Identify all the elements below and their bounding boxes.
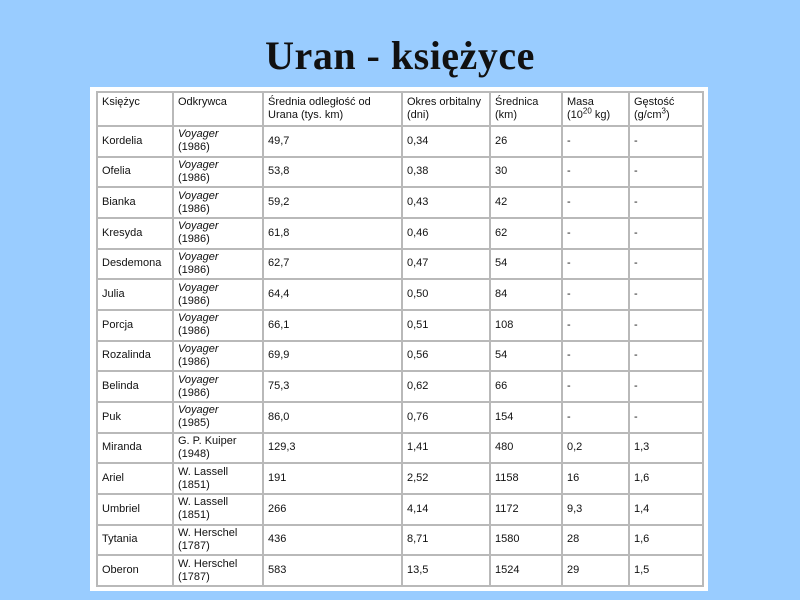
cell-distance: 49,7 (263, 126, 402, 157)
discoverer-name: Voyager (178, 189, 219, 202)
cell-period: 0,46 (402, 218, 490, 249)
cell-moon: Kordelia (97, 126, 173, 157)
cell-diameter: 26 (490, 126, 562, 157)
table-row (97, 494, 703, 525)
cell-mass: 28 (562, 525, 629, 556)
discovery-year: (1985) (178, 417, 210, 430)
cell-discoverer (173, 525, 263, 556)
discovery-year: (1787) (178, 570, 210, 583)
cell-discoverer (173, 157, 263, 188)
discoverer-name: Voyager (178, 312, 219, 325)
cell-moon: Belinda (97, 371, 173, 402)
cell-density: - (629, 341, 703, 372)
table-row (97, 525, 703, 556)
cell-mass: 0,2 (562, 433, 629, 464)
cell-diameter: 1524 (490, 555, 562, 586)
discovery-year: (1986) (178, 263, 210, 276)
cell-discoverer (173, 187, 263, 218)
header-density (629, 92, 703, 126)
cell-diameter: 108 (490, 310, 562, 341)
cell-diameter: 54 (490, 341, 562, 372)
cell-moon: Kresyda (97, 218, 173, 249)
moons-table (96, 91, 704, 587)
cell-mass: - (562, 371, 629, 402)
cell-distance: 62,7 (263, 249, 402, 280)
cell-discoverer (173, 218, 263, 249)
cell-moon: Umbriel (97, 494, 173, 525)
cell-density: - (629, 126, 703, 157)
header-moon: Księżyc (97, 92, 173, 126)
cell-density: 1,3 (629, 433, 703, 464)
header-mass-unit-post: kg) (591, 109, 611, 121)
cell-discoverer (173, 310, 263, 341)
discoverer-name: G. P. Kuiper (178, 434, 237, 447)
cell-moon: Desdemona (97, 249, 173, 280)
cell-period: 2,52 (402, 463, 490, 494)
cell-discoverer (173, 126, 263, 157)
cell-discoverer (173, 555, 263, 586)
cell-period: 0,43 (402, 187, 490, 218)
cell-diameter: 154 (490, 402, 562, 433)
header-density-unit-post: ) (665, 109, 670, 121)
cell-mass: - (562, 218, 629, 249)
header-density-exp: 3 (661, 106, 666, 116)
cell-distance: 583 (263, 555, 402, 586)
table-row (97, 218, 703, 249)
cell-distance: 75,3 (263, 371, 402, 402)
cell-mass: - (562, 341, 629, 372)
cell-mass: 16 (562, 463, 629, 494)
cell-discoverer (173, 463, 263, 494)
cell-discoverer (173, 371, 263, 402)
table-row (97, 187, 703, 218)
discoverer-name: Voyager (178, 342, 219, 355)
cell-discoverer (173, 279, 263, 310)
discoverer-name: W. Herschel (178, 557, 238, 570)
table-row (97, 371, 703, 402)
discoverer-name: W. Lassell (178, 496, 229, 509)
discoverer-name: Voyager (178, 128, 219, 141)
cell-density: - (629, 371, 703, 402)
cell-density: - (629, 218, 703, 249)
table-row (97, 279, 703, 310)
cell-diameter: 54 (490, 249, 562, 280)
discovery-year: (1986) (178, 325, 210, 338)
cell-period: 0,76 (402, 402, 490, 433)
discovery-year: (1986) (178, 141, 210, 154)
cell-density: - (629, 402, 703, 433)
discovery-year: (1787) (178, 539, 210, 552)
table-row (97, 402, 703, 433)
discovery-year: (1986) (178, 386, 210, 399)
cell-distance: 191 (263, 463, 402, 494)
header-mass-label: Masa (567, 96, 594, 108)
cell-period: 1,41 (402, 433, 490, 464)
cell-moon: Ofelia (97, 157, 173, 188)
cell-diameter: 66 (490, 371, 562, 402)
cell-period: 4,14 (402, 494, 490, 525)
cell-distance: 59,2 (263, 187, 402, 218)
cell-moon: Julia (97, 279, 173, 310)
cell-density: 1,6 (629, 525, 703, 556)
discovery-year: (1986) (178, 233, 210, 246)
discovery-year: (1851) (178, 478, 210, 491)
cell-discoverer (173, 249, 263, 280)
cell-period: 0,51 (402, 310, 490, 341)
cell-distance: 53,8 (263, 157, 402, 188)
cell-diameter: 480 (490, 433, 562, 464)
table-row (97, 157, 703, 188)
cell-mass: - (562, 310, 629, 341)
header-diameter: Średnica (km) (490, 92, 562, 126)
cell-distance: 61,8 (263, 218, 402, 249)
cell-diameter: 30 (490, 157, 562, 188)
cell-discoverer (173, 341, 263, 372)
cell-distance: 66,1 (263, 310, 402, 341)
moons-table-panel (90, 87, 708, 591)
header-density-unit-pre: (g/cm (634, 109, 662, 121)
cell-period: 0,62 (402, 371, 490, 402)
cell-moon: Miranda (97, 433, 173, 464)
cell-period: 0,56 (402, 341, 490, 372)
table-row (97, 310, 703, 341)
cell-density: - (629, 157, 703, 188)
cell-distance: 129,3 (263, 433, 402, 464)
slide-title: Uran - księżyce (265, 33, 535, 78)
cell-density: - (629, 310, 703, 341)
header-period: Okres orbitalny (dni) (402, 92, 490, 126)
table-row (97, 555, 703, 586)
discovery-year: (1986) (178, 171, 210, 184)
discovery-year: (1986) (178, 202, 210, 215)
cell-density: - (629, 249, 703, 280)
cell-period: 8,71 (402, 525, 490, 556)
cell-density: 1,4 (629, 494, 703, 525)
cell-density: 1,6 (629, 463, 703, 494)
table-row (97, 249, 703, 280)
cell-period: 0,50 (402, 279, 490, 310)
cell-period: 13,5 (402, 555, 490, 586)
cell-mass: - (562, 279, 629, 310)
cell-distance: 436 (263, 525, 402, 556)
cell-density: 1,5 (629, 555, 703, 586)
header-density-label: Gęstość (634, 96, 675, 108)
cell-discoverer (173, 402, 263, 433)
discovery-year: (1851) (178, 509, 210, 522)
cell-density: - (629, 187, 703, 218)
discoverer-name: Voyager (178, 373, 219, 386)
table-body (97, 126, 703, 586)
header-discoverer: Odkrywca (173, 92, 263, 126)
cell-moon: Rozalinda (97, 341, 173, 372)
cell-distance: 64,4 (263, 279, 402, 310)
table-row (97, 463, 703, 494)
discoverer-name: W. Herschel (178, 526, 238, 539)
cell-period: 0,47 (402, 249, 490, 280)
cell-diameter: 84 (490, 279, 562, 310)
cell-diameter: 42 (490, 187, 562, 218)
cell-diameter: 1158 (490, 463, 562, 494)
cell-period: 0,34 (402, 126, 490, 157)
cell-moon: Bianka (97, 187, 173, 218)
cell-moon: Puk (97, 402, 173, 433)
discovery-year: (1948) (178, 447, 210, 460)
cell-mass: 29 (562, 555, 629, 586)
discoverer-name: Voyager (178, 220, 219, 233)
cell-mass: - (562, 249, 629, 280)
cell-mass: - (562, 402, 629, 433)
discoverer-name: Voyager (178, 250, 219, 263)
table-header-row (97, 92, 703, 126)
cell-diameter: 1172 (490, 494, 562, 525)
cell-moon: Ariel (97, 463, 173, 494)
cell-period: 0,38 (402, 157, 490, 188)
cell-moon: Porcja (97, 310, 173, 341)
cell-diameter: 1580 (490, 525, 562, 556)
cell-mass: 9,3 (562, 494, 629, 525)
cell-diameter: 62 (490, 218, 562, 249)
cell-distance: 69,9 (263, 341, 402, 372)
table-row (97, 126, 703, 157)
cell-mass: - (562, 126, 629, 157)
discoverer-name: Voyager (178, 281, 219, 294)
cell-distance: 266 (263, 494, 402, 525)
cell-moon: Tytania (97, 525, 173, 556)
table-row (97, 341, 703, 372)
header-mass-exp: 20 (582, 106, 592, 116)
table-row (97, 433, 703, 464)
header-mass-unit-pre: (10 (567, 109, 583, 121)
cell-moon: Oberon (97, 555, 173, 586)
header-distance: Średnia odległość od Urana (tys. km) (263, 92, 402, 126)
cell-density: - (629, 279, 703, 310)
cell-discoverer (173, 433, 263, 464)
discoverer-name: Voyager (178, 404, 219, 417)
cell-mass: - (562, 157, 629, 188)
cell-distance: 86,0 (263, 402, 402, 433)
discovery-year: (1986) (178, 355, 210, 368)
discoverer-name: W. Lassell (178, 465, 229, 478)
discovery-year: (1986) (178, 294, 210, 307)
cell-discoverer (173, 494, 263, 525)
discoverer-name: Voyager (178, 158, 219, 171)
header-mass (562, 92, 629, 126)
cell-mass: - (562, 187, 629, 218)
